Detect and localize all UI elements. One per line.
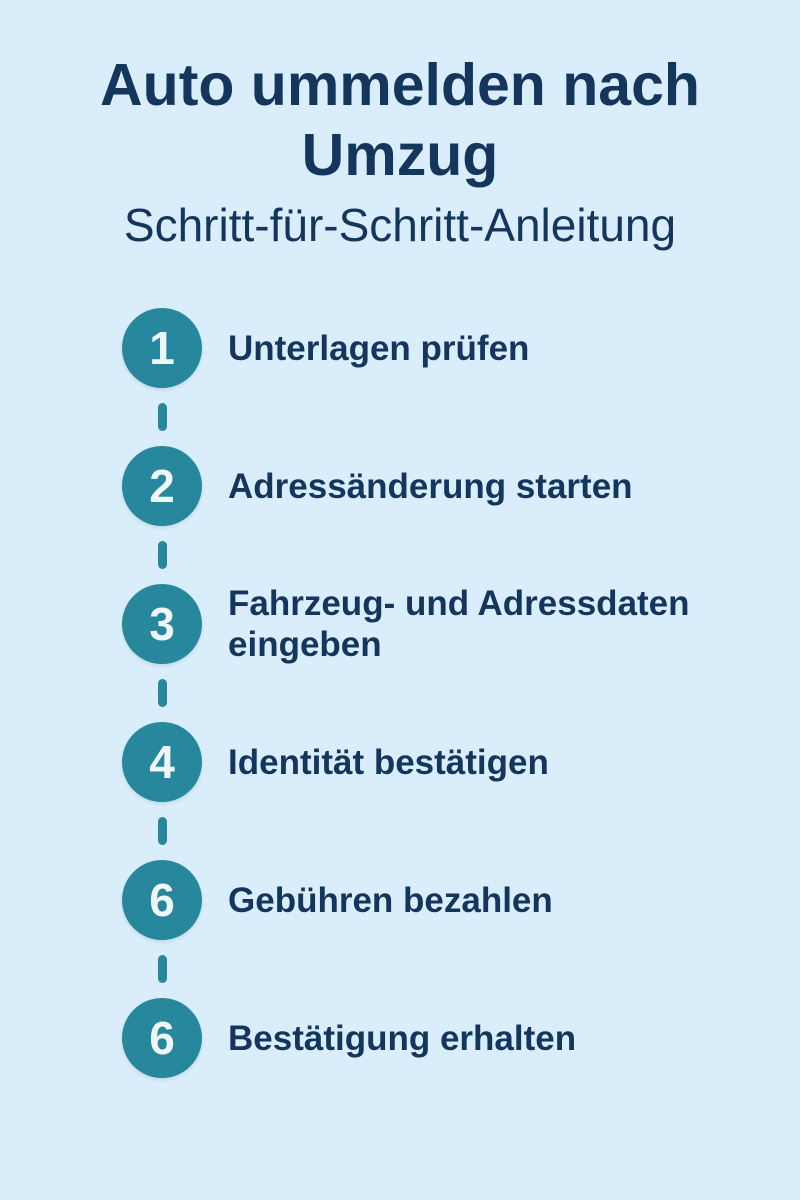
steps-list xyxy=(122,308,800,1078)
step-item xyxy=(122,308,800,388)
connector-dash xyxy=(158,955,167,983)
step-item xyxy=(122,998,800,1078)
step-item xyxy=(122,584,800,664)
connector-dash xyxy=(158,541,167,569)
step-number-badge xyxy=(122,998,202,1078)
step-number: 6 xyxy=(149,874,175,926)
step-label: Fahrzeug- und Adressdaten eingeben xyxy=(228,584,690,664)
connector-dash xyxy=(158,679,167,707)
step-number-badge xyxy=(122,860,202,940)
step-item xyxy=(122,860,800,940)
step-number: 1 xyxy=(149,322,175,374)
step-number-badge xyxy=(122,722,202,802)
step-number-badge xyxy=(122,446,202,526)
step-number: 3 xyxy=(149,598,175,650)
header xyxy=(0,50,800,252)
step-number: 6 xyxy=(149,1012,175,1064)
step-label: Adressänderung starten xyxy=(228,466,633,506)
connector-dash xyxy=(158,817,167,845)
title-line-2: Umzug xyxy=(301,122,499,188)
title-line-1: Auto ummelden nach xyxy=(100,52,700,118)
connector-dash xyxy=(158,403,167,431)
step-number-badge xyxy=(122,308,202,388)
step-number-badge xyxy=(122,584,202,664)
step-number: 4 xyxy=(149,736,175,788)
step-item xyxy=(122,446,800,526)
step-number: 2 xyxy=(149,460,175,512)
step-label: Identität bestätigen xyxy=(228,742,549,782)
step-item xyxy=(122,722,800,802)
step-label: Unterlagen prüfen xyxy=(228,328,530,368)
step-label: Gebühren bezahlen xyxy=(228,880,553,920)
step-label: Bestätigung erhalten xyxy=(228,1018,577,1058)
page-subtitle: Schritt-für-Schritt-Anleitung xyxy=(123,199,677,251)
page-title xyxy=(0,50,800,190)
